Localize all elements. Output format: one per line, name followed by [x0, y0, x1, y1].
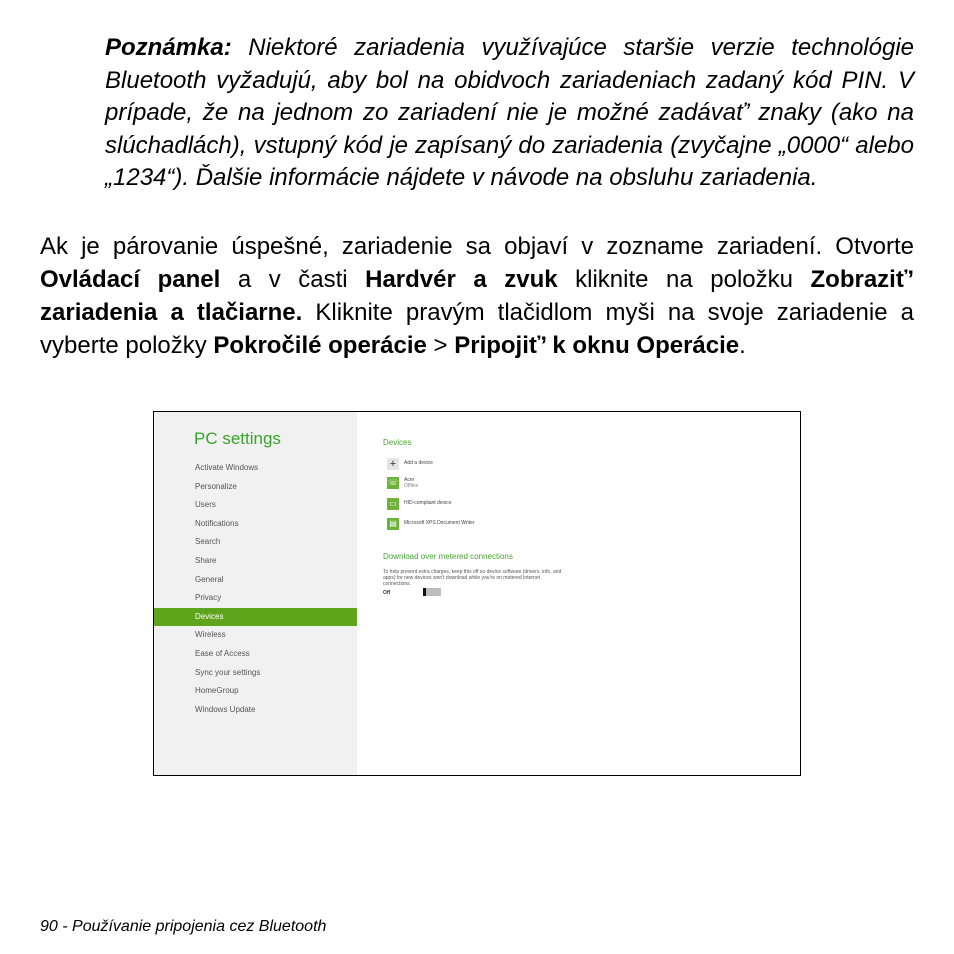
devices-heading: Devices [383, 438, 412, 447]
para-text: Ak je párovanie úspešné, zariadenie sa objaví v zozname zariadení. Otvorte [40, 233, 914, 260]
nav-item-ease-of-access[interactable]: Ease of Access [195, 648, 250, 658]
para-text: kliknite na položku [557, 266, 811, 293]
device-icon: ▭ [387, 498, 399, 510]
para-bold-devices-printers: Zobraziť’ zariadenia a tlačiarne. [40, 266, 914, 326]
metered-heading: Download over metered connections [383, 552, 513, 561]
body-paragraph [40, 230, 914, 362]
nav-item-devices[interactable]: Devices [154, 608, 357, 627]
pc-settings-screenshot [153, 411, 801, 776]
printer-icon: ▤ [387, 518, 399, 530]
nav-item-homegroup[interactable]: HomeGroup [195, 686, 239, 696]
nav-item-notifications[interactable]: Notifications [195, 518, 239, 528]
nav-item-windows-update[interactable]: Windows Update [195, 704, 256, 714]
para-bold-control-panel: Ovládací panel [40, 266, 221, 293]
metered-toggle[interactable] [423, 588, 441, 596]
nav-item-users[interactable]: Users [195, 500, 216, 510]
note-label: Poznámka: [105, 34, 232, 61]
metered-description: To help prevent extra charges, keep this off so device software (drivers, info, and apps) for new devices won't download while you're on metered Internet connections. [383, 569, 562, 587]
phone-icon: ☏ [387, 478, 398, 487]
para-bold-hardware-sound: Hardvér a zvuk [365, 266, 558, 293]
plus-icon: + [387, 458, 399, 470]
nav-item-privacy[interactable]: Privacy [195, 593, 222, 603]
para-bold-advanced-operations: Pokročilé operácie [213, 332, 427, 359]
para-text: . [739, 332, 746, 359]
add-device-button[interactable] [383, 458, 583, 474]
para-text: Kliknite pravým tlačidlom myši na svoje zariadenie a vyberte položky [40, 299, 914, 359]
nav-item-share[interactable]: Share [195, 555, 217, 565]
settings-sidebar [154, 412, 357, 775]
device-name: Microsoft XPS Document Writer [404, 520, 475, 526]
settings-nav [154, 459, 357, 719]
device-name: Add a device [404, 460, 433, 466]
nav-item-personalize[interactable]: Personalize [195, 481, 237, 491]
nav-item-general[interactable]: General [195, 574, 224, 584]
device-item-hid[interactable] [383, 498, 583, 514]
nav-item-sync-settings[interactable]: Sync your settings [195, 667, 261, 677]
nav-item-activate-windows[interactable]: Activate Windows [195, 463, 259, 472]
page-footer: 90 - Používanie pripojenia cez Bluetooth [40, 918, 327, 935]
device-name: Acer [404, 477, 415, 483]
note-text: Niektoré zariadenia využívajúce staršie verzie technológie Bluetooth vyžadujú, aby bol na obidvoch zariadeniach zadaný kód PIN. V prípade, že na jednom zo zariadení nie je možné zadávať’ znaky (ako na slúchadlách), vstupný kód je zapísaný do zariadenia (zvyčajne „0000“ alebo „1234“). Ďalšie informácie nájdete v návode na obsluhu zariadenia. [105, 34, 914, 192]
device-item-acer[interactable] [383, 477, 583, 493]
para-text: a v časti [220, 266, 366, 293]
device-status: Offline [404, 483, 419, 489]
note-block [105, 32, 914, 195]
toggle-knob [423, 588, 426, 596]
settings-title: PC settings [194, 429, 281, 448]
para-text: > [426, 332, 455, 359]
para-bold-connect-window: Pripojiť’ k oknu Operácie [454, 332, 740, 359]
toggle-state-label: Off [383, 590, 391, 596]
nav-item-search[interactable]: Search [195, 537, 221, 547]
device-name: HID-compliant device [404, 500, 452, 506]
device-item-xps-writer[interactable] [383, 518, 583, 534]
settings-main [383, 412, 783, 775]
nav-item-wireless[interactable]: Wireless [195, 630, 226, 640]
